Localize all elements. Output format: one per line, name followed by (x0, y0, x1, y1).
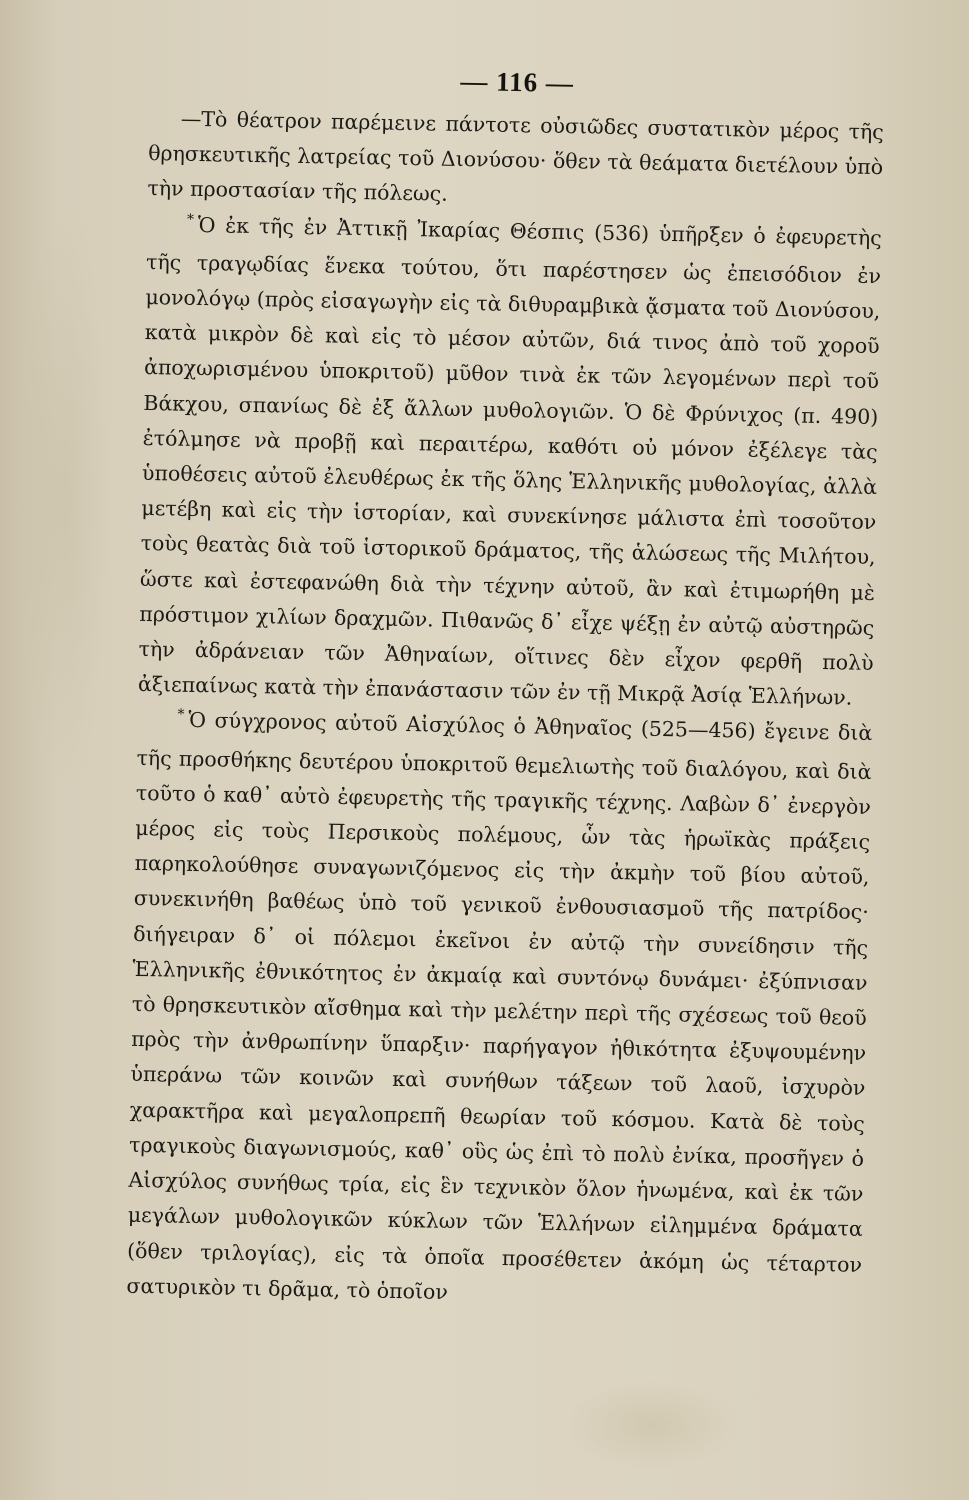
page-number: — 116 — (460, 65, 575, 99)
paragraph-thespis-text: Ὁ ἐκ τῆς ἐν Ἀττικῇ Ἰκαρίας Θέσπις (536) ὑπῆρξεν ὁ ἐφευρετὴς τῆς τραγῳδίας ἕνεκα τούτου, ὅτι παρέστησεν ὡς ἐπεισόδιον ἐν μονολόγῳ (πρὸς εἰσαγωγὴν εἰς τὰ διθυραμβικὰ ᾄσματα τοῦ Διονύσου, κατὰ μικρὸν δὲ καὶ εἰς τὸ μέσον αὐτῶν, διά τινος ἀπὸ τοῦ χοροῦ ἀποχωρισμένου ὑποκριτοῦ) μῦθον τινὰ ἐκ τῶν λεγομένων περὶ τοῦ Βάκχου, σπανίως δὲ ἐξ ἄλλων μυθολογιῶν. Ὁ δὲ Φρύνιχος (π. 490) ἐτόλμησε νὰ προβῇ καὶ περαιτέρω, καθότι οὐ μόνον ἐξέλεγε τὰς ὑποθέσεις αὐτοῦ ἐλευθέρως ἐκ τῆς ὅλης Ἑλληνικῆς μυθολογίας, ἀλλὰ μετέβη καὶ εἰς τὴν ἱστορίαν, καὶ συνεκίνησε μάλιστα ἐπὶ τοσοῦτον τοὺς θεατὰς διὰ τοῦ ἱστορικοῦ δράματος, τῆς ἁλώσεως τῆς Μιλήτου, ὥστε καὶ ἐστεφανώθη διὰ τὴν τέχνην αὐτοῦ, ἂν καὶ ἐτιμωρήθη μὲ πρόστιμον χιλίων δραχμῶν. Πιθανῶς δ᾽ εἶχε ψέξῃ ἐν αὐτῷ αὐστηρῶς τὴν ἀδράνειαν τῶν Ἀθηναίων, οἵτινες δὲν εἶχον φερθῆ πολὺ ἀξιεπαίνως κατὰ τὴν ἐπανάστασιν τῶν ἐν τῇ Μικρᾷ Ἀσίᾳ Ἑλλήνων. (137, 212, 882, 710)
paragraph-thespis (138, 207, 882, 717)
paper-stain (20, 200, 110, 800)
book-text-block (126, 60, 885, 1318)
footnote-mark: * (177, 707, 185, 724)
paragraph-aeschylus (126, 702, 872, 1317)
paragraph-aeschylus-text: Ὁ σύγχρονος αὐτοῦ Αἰσχύλος ὁ Ἀθηναῖος (525—456) ἔγεινε διὰ τῆς προσθήκης δευτέρου ὑποκριτοῦ θεμελιωτὴς τοῦ διαλόγου, καὶ διὰ τοῦτο ὁ καθ᾽ αὐτὸ ἐφευρετὴς τῆς τραγικῆς τέχνης. Λαβὼν δ᾽ ἐνεργὸν μέρος εἰς τοὺς Περσικοὺς πολέμους, ὧν τὰς ἡρωϊκὰς πράξεις παρηκολούθησε συναγωνιζόμενος εἰς τὴν ἀκμὴν τοῦ βίου αὐτοῦ, συνεκινήθη βαθέως ὑπὸ τοῦ γενικοῦ ἐνθουσιασμοῦ τῆς πατρίδος· διήγειραν δ᾽ οἱ πόλεμοι ἐκεῖνοι ἐν αὐτῷ τὴν συνείδησιν τῆς Ἑλληνικῆς ἐθνικότητος ἐν ἀκμαίᾳ καὶ συντόνῳ δυνάμει· ἐξύπνισαν τὸ θρησκευτικὸν αἴσθημα καὶ τὴν μελέτην περὶ τῆς σχέσεως τοῦ θεοῦ πρὸς τὴν ἀνθρωπίνην ὕπαρξιν· παρήγαγον ἠθικότητα ἐξυψουμένην ὑπεράνω τῶν κοινῶν καὶ συνήθων τάξεων τοῦ λαοῦ, ἰσχυρὸν χαρακτῆρα καὶ μεγαλοπρεπῆ θεωρίαν τοῦ κόσμου. Κατὰ δὲ τοὺς τραγικοὺς διαγωνισμούς, καθ᾽ οὓς ὡς ἐπὶ τὸ πολὺ ἐνίκα, προσῆγεν ὁ Αἰσχύλος συνήθως τρία, εἰς ἓν τεχνικὸν ὅλον ἡνωμένα, καὶ ἐκ τῶν μεγάλων μυθολογικῶν κύκλων τῶν Ἑλλήνων εἰλημμένα δράματα (ὅθεν τριλογίας), εἰς τὰ ὁποῖα προσέθετεν ἀκόμη ὡς τέταρτον σατυρικὸν τι δρᾶμα, τὸ ὁποῖον (126, 708, 873, 1304)
footnote-mark: * (186, 211, 195, 228)
paper-stain (560, 1380, 740, 1470)
paragraph-theatre: —Τὸ θέατρον παρέμεινε πάντοτε οὐσιῶδες συστατικὸν μέρος τῆς θρησκευτικῆς λατρείας τοῦ Διονύσου· ὅθεν τὰ θεάματα διετέλουν ὑπὸ τὴν προστασίαν τῆς πόλεως. (147, 106, 884, 207)
